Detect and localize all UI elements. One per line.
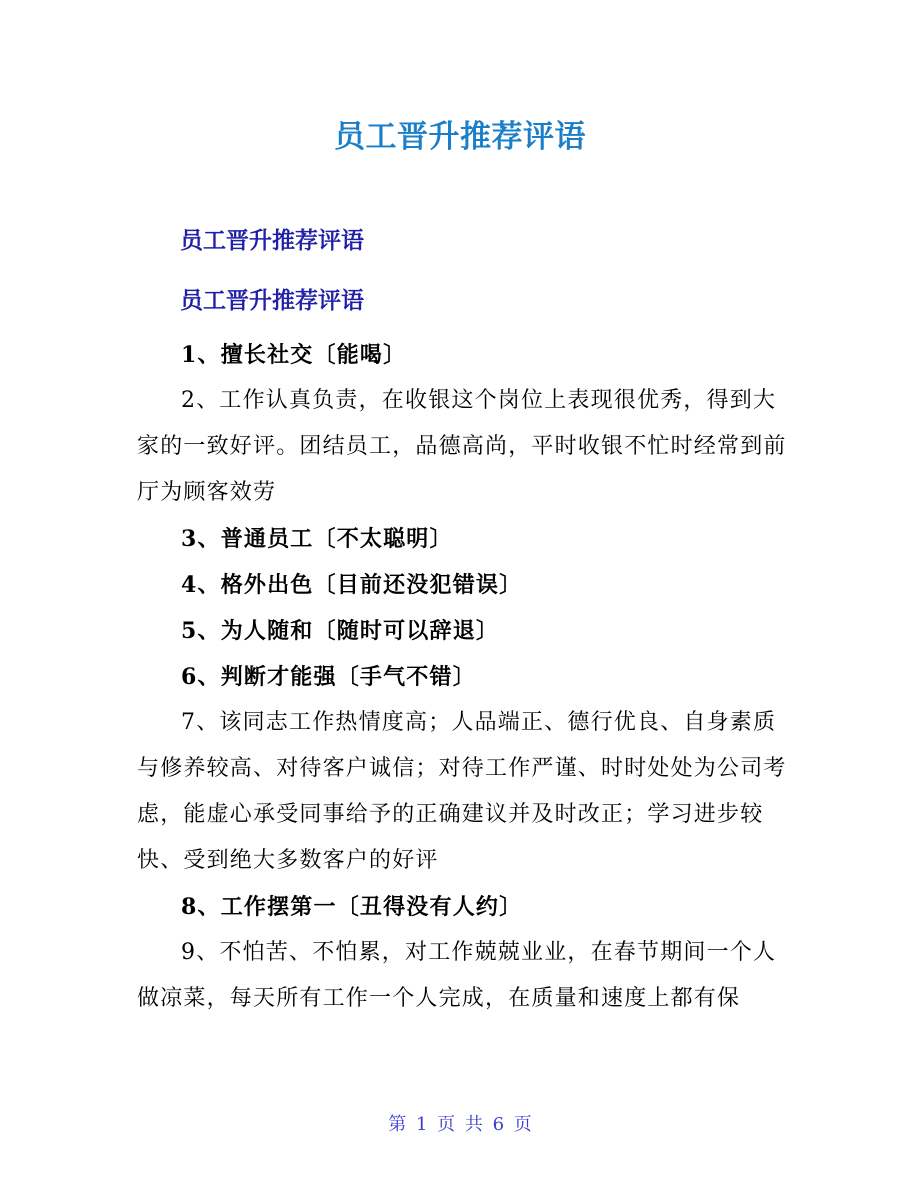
document-body <box>137 332 787 1022</box>
paragraph-7: 7、该同志工作热情度高；人品端正、德行优良、自身素质与修养较高、对待客户诚信；对待工作严谨、时时处处为公司考虑，能虚心承受同事给予的正确建议并及时改正；学习进步较快、受到绝大多数客户的好评 <box>137 710 787 873</box>
page-number-footer: 第 1 页 共 6 页 <box>388 1114 532 1135</box>
paragraph-3: 3、普通员工〔不太聪明〕 <box>181 526 453 552</box>
paragraph-6: 6、判断才能强〔手气不错〕 <box>181 664 476 690</box>
section-heading-1: 员工晋升推荐评语 <box>180 228 364 254</box>
paragraph-9: 9、不怕苦、不怕累，对工作兢兢业业，在春节期间一个人做凉菜，每天所有工作一个人完成，在质量和速度上都有保 <box>137 940 777 1011</box>
document-title: 员工晋升推荐评语 <box>334 119 586 155</box>
section-heading-2: 员工晋升推荐评语 <box>180 288 364 314</box>
paragraph-8: 8、工作摆第一〔丑得没有人约〕 <box>181 894 523 920</box>
paragraph-4: 4、格外出色〔目前还没犯错误〕 <box>181 572 523 598</box>
paragraph-1: 1、擅长社交〔能喝〕 <box>181 342 407 368</box>
paragraph-5: 5、为人随和〔随时可以辞退〕 <box>181 618 500 644</box>
paragraph-2: 2、工作认真负责，在收银这个岗位上表现很优秀，得到大家的一致好评。团结员工，品德高尚，平时收银不忙时经常到前厅为顾客效劳 <box>137 388 787 505</box>
